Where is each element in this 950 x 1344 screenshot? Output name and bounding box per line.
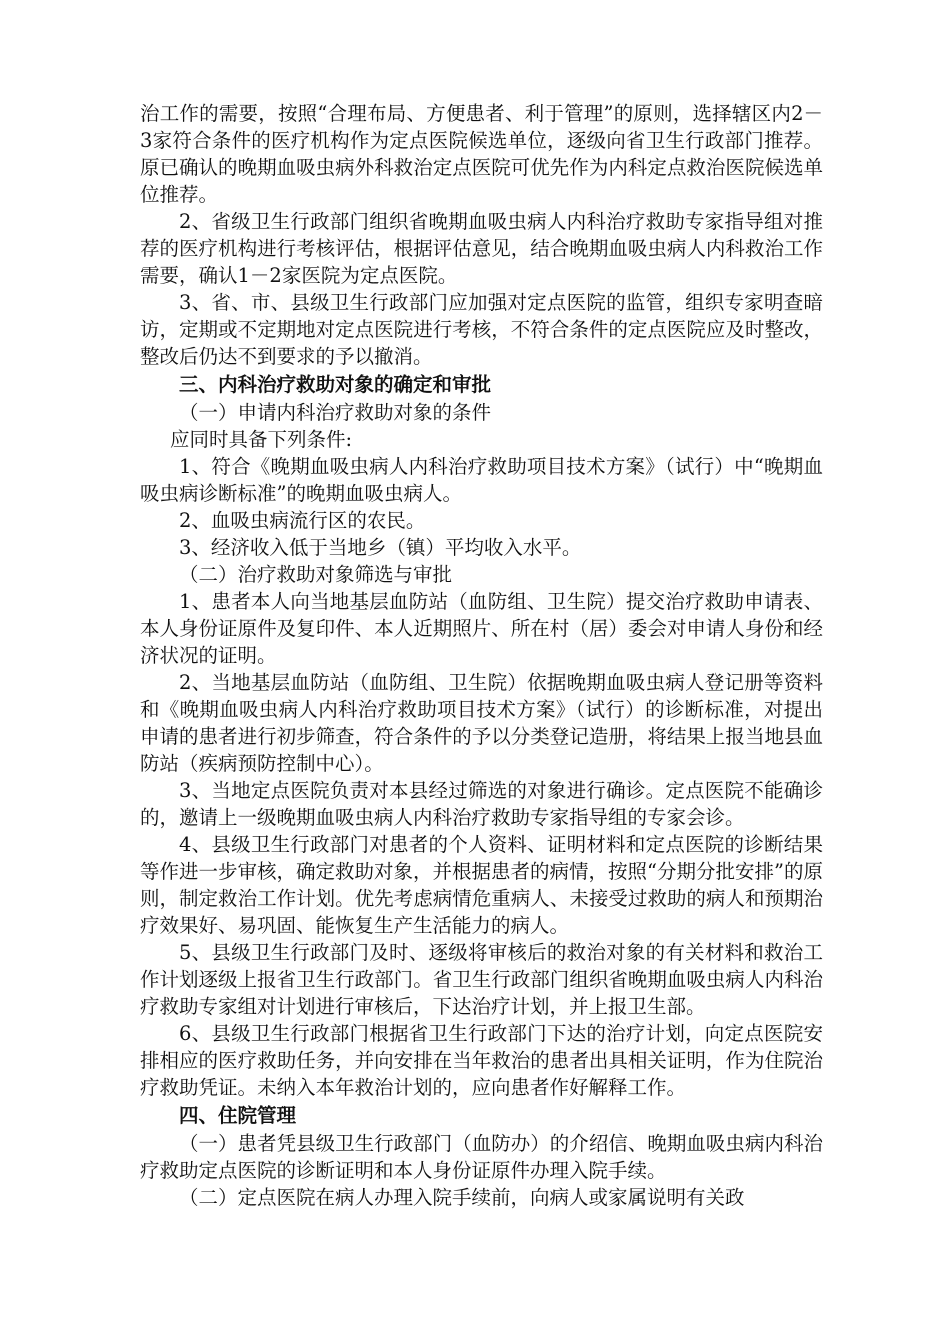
screening-item-3: 3、当地定点医院负责对本县经过筛选的对象进行确诊。定点医院不能确诊的，邀请上一级晚期血吸虫病人内科治疗救助专家指导组的专家会诊。 bbox=[140, 779, 823, 829]
subsection-heading-2: （二）治疗救助对象筛选与审批 bbox=[179, 563, 453, 586]
hospital-item-1: （一）患者凭县级卫生行政部门（血防办）的介绍信、晚期血吸虫病内科治疗救助定点医院的诊断证明和本人身份证原件办理入院手续。 bbox=[140, 1132, 823, 1182]
section-heading-4: 四、住院管理 bbox=[179, 1104, 297, 1127]
screening-item-4: 4、县级卫生行政部门对患者的个人资料、证明材料和定点医院的诊断结果等作进一步审核，确定救助对象，并根据患者的病情，按照“分期分批安排”的原则，制定救治工作计划。优先考虑病情危重病人、未接受过救助的病人和预期治疗效果好、易巩固、能恢复生产生活能力的病人。 bbox=[140, 833, 823, 937]
screening-item-6: 6、县级卫生行政部门根据省卫生行政部门下达的治疗计划，向定点医院安排相应的医疗救助任务，并向安排在当年救治的患者出具相关证明，作为住院治疗救助凭证。未纳入本年救治计划的，应向患者作好解释工作。 bbox=[140, 1022, 823, 1099]
paragraph-item-3: 3、省、市、县级卫生行政部门应加强对定点医院的监管，组织专家明查暗访，定期或不定期地对定点医院进行考核，不符合条件的定点医院应及时整改，整改后仍达不到要求的予以撤消。 bbox=[140, 291, 823, 368]
screening-item-1: 1、患者本人向当地基层血防站（血防组、卫生院）提交治疗救助申请表、本人身份证原件及复印件、本人近期照片、所在村（居）委会对申请人身份和经济状况的证明。 bbox=[140, 590, 823, 667]
condition-item-2: 2、血吸虫病流行区的农民。 bbox=[179, 509, 426, 532]
condition-item-3: 3、经济收入低于当地乡（镇）平均收入水平。 bbox=[179, 536, 582, 559]
paragraph-item-2: 2、省级卫生行政部门组织省晚期血吸虫病人内科治疗救助专家指导组对推荐的医疗机构进行考核评估，根据评估意见，结合晚期血吸虫病人内科救治工作需要，确认1－2家医院为定点医院。 bbox=[140, 210, 823, 287]
document-body bbox=[140, 100, 823, 1211]
section-heading-3: 三、内科治疗救助对象的确定和审批 bbox=[179, 373, 492, 396]
screening-item-2: 2、当地基层血防站（血防组、卫生院）依据晚期血吸虫病人登记册等资料和《晚期血吸虫病人内科治疗救助项目技术方案》（试行）的诊断标准，对提出申请的患者进行初步筛查，符合条件的予以分类登记造册，将结果上报当地县血防站（疾病预防控制中心）。 bbox=[140, 671, 823, 775]
subsection-heading-1: （一）申请内科治疗救助对象的条件 bbox=[179, 401, 492, 424]
paragraph-continuation: 治工作的需要，按照“合理布局、方便患者、利于管理”的原则，选择辖区内2－3家符合条件的医疗机构作为定点医院候选单位，逐级向省卫生行政部门推荐。原已确认的晚期血吸虫病外科救治定点医院可优先作为内科定点救治医院候选单位推荐。 bbox=[140, 102, 823, 206]
condition-item-1: 1、符合《晚期血吸虫病人内科治疗救助项目技术方案》（试行）中“晚期血吸虫病诊断标准”的晚期血吸虫病人。 bbox=[140, 455, 823, 505]
screening-item-5: 5、县级卫生行政部门及时、逐级将审核后的救治对象的有关材料和救治工作计划逐级上报省卫生行政部门。省卫生行政部门组织省晚期血吸虫病人内科治疗救助专家组对计划进行审核后，下达治疗计划，并上报卫生部。 bbox=[140, 941, 823, 1018]
hospital-item-2: （二）定点医院在病人办理入院手续前，向病人或家属说明有关政 bbox=[179, 1186, 745, 1209]
conditions-intro: 应同时具备下列条件: bbox=[170, 428, 353, 451]
